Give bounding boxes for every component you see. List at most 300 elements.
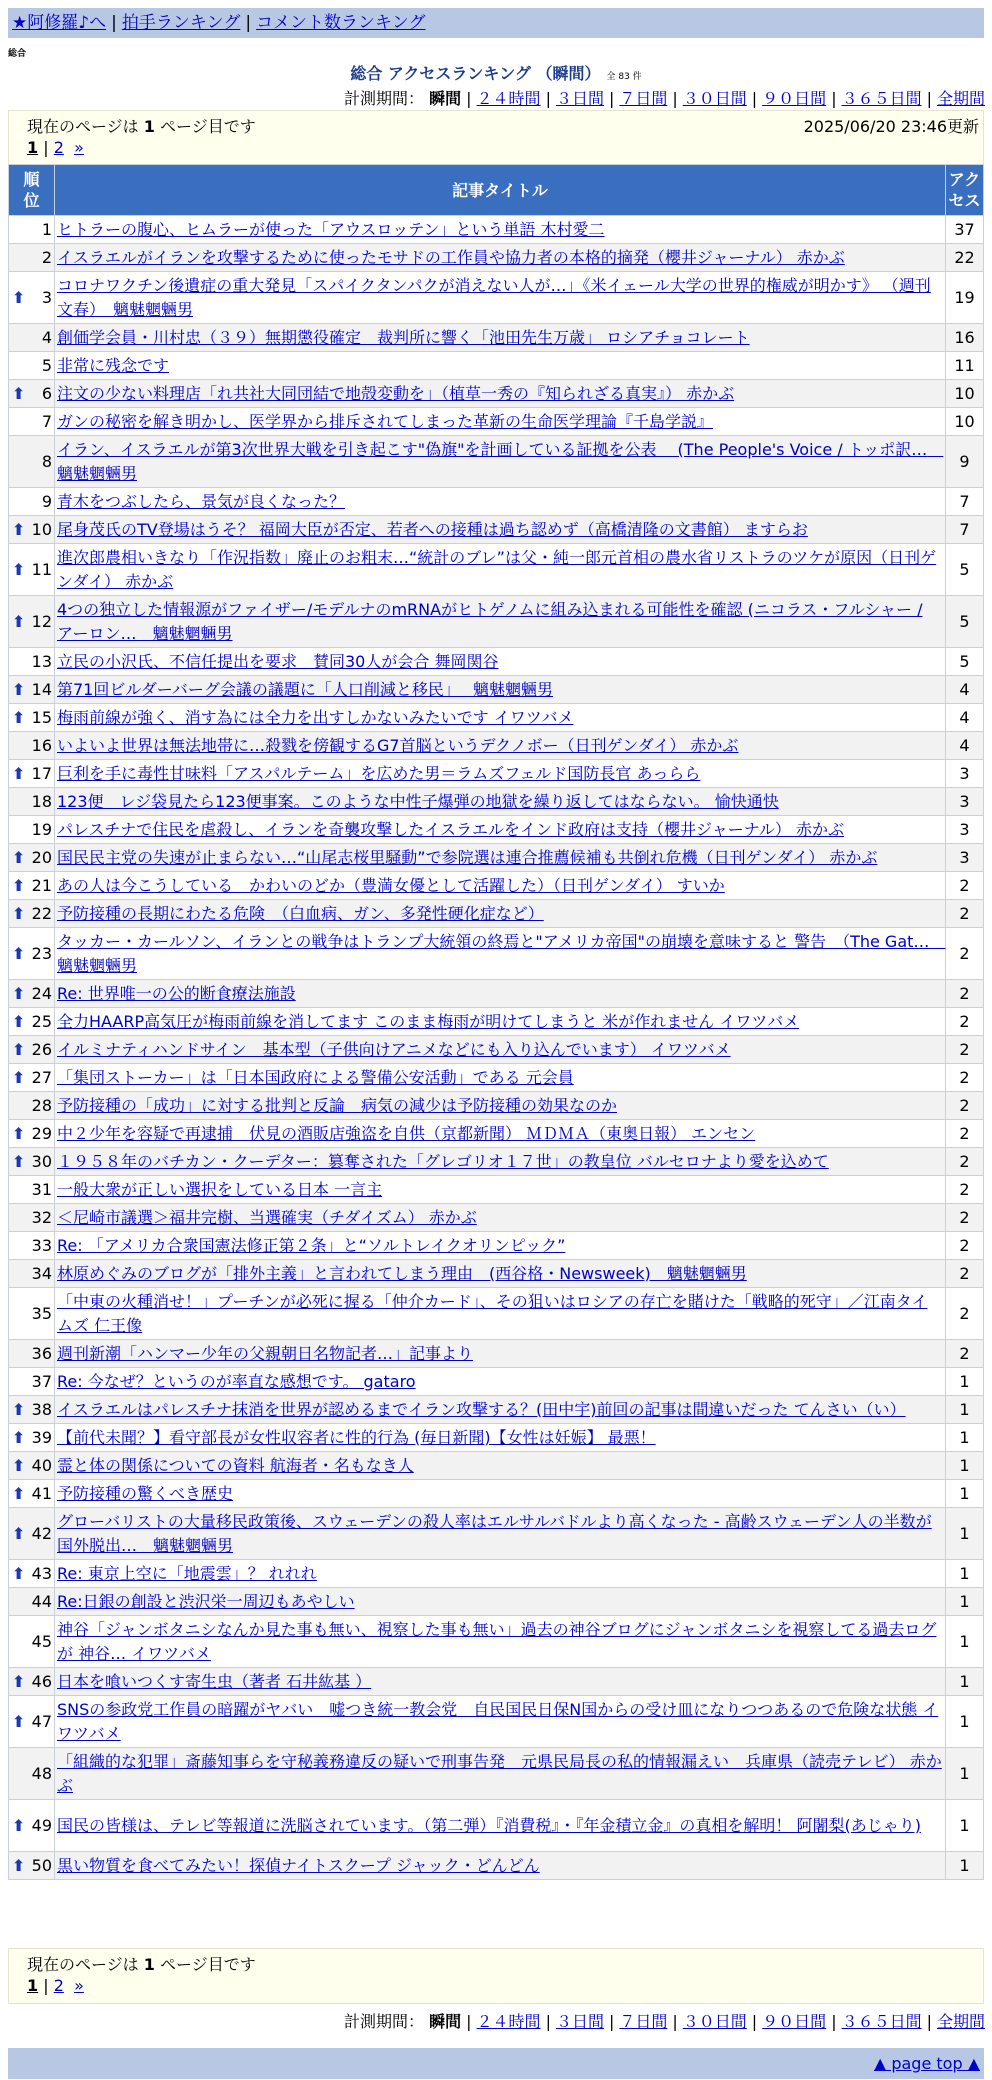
article-title-link[interactable]: タッカー・カールソン、イランとの戦争はトランプ大統領の終焉と"アメリカ帝国"の崩壊を意味すると 警告 （The Gat… 魑魅魍魎男 [57, 931, 946, 975]
total-count: 全 83 件 [606, 72, 642, 82]
table-row [9, 1560, 984, 1588]
access-count: 2 [946, 1340, 984, 1368]
article-title-link[interactable]: 創価学会員・川村忠（３９）無期懲役確定 裁判所に響く「池田先生万歳」 ロシアチョコレート [57, 327, 750, 347]
title-cell [55, 1120, 946, 1148]
comment-ranking-link[interactable]: コメント数ランキング [256, 13, 426, 33]
rank-number: 30 [31, 1151, 52, 1171]
up-arrow-icon: ⬆ [12, 707, 26, 727]
pager-current: 1 [27, 1976, 39, 1995]
article-title-link[interactable]: 【前代未聞？】看守部長が女性収容者に性的行為 (毎日新聞)【女性は妊娠】 最悪！ [57, 1427, 656, 1447]
table-row [9, 516, 984, 544]
up-arrow-icon: ⬆ [12, 1563, 26, 1583]
table-row [9, 324, 984, 352]
period-link[interactable]: ３６５日間 [841, 2012, 922, 2031]
title-cell [55, 732, 946, 760]
title-cell [55, 1148, 946, 1176]
access-count: 3 [946, 788, 984, 816]
access-count: 4 [946, 704, 984, 732]
up-arrow-icon: ⬆ [12, 1523, 26, 1543]
rank-cell [9, 1508, 55, 1560]
article-title-link[interactable]: 尾身茂氏のTV登場はうそ？ 福岡大臣が否定、若者への接種は過ち認めず（高橋清隆の文書館） ますらお [57, 519, 808, 539]
ranking-table [8, 164, 984, 1880]
access-count: 3 [946, 844, 984, 872]
rank-number: 19 [31, 819, 52, 839]
rank-cell [9, 760, 55, 788]
period-link[interactable]: ３日間 [555, 2012, 604, 2031]
rank-cell [9, 1176, 55, 1204]
rank-cell [9, 408, 55, 436]
table-row [9, 1800, 984, 1852]
access-count: 1 [946, 1668, 984, 1696]
title-cell [55, 1452, 946, 1480]
access-count: 5 [946, 544, 984, 596]
article-title-link[interactable]: 立民の小沢氏、不信任提出を要求 賛同30人が会合 舞岡関谷 [57, 651, 499, 671]
rank-number: 26 [31, 1039, 52, 1059]
article-title-link[interactable]: 「中東の火種消せ！」プーチンが必死に握る「仲介カード」、その狙いはロシアの存亡を賭けた「戦略的死守」／江南タイムズ 仁王像 [57, 1291, 928, 1335]
article-title-link[interactable]: 林原めぐみのブログが「排外主義」と言われてしまう理由 (西谷格・Newsweek) 魑魅魍魎男 [57, 1263, 747, 1283]
title-cell [55, 516, 946, 544]
table-row [9, 1064, 984, 1092]
article-title-link[interactable]: １９５８年のバチカン・クーデター：篡奪された「グレゴリオ１７世」の教皇位 バルセロナより愛を込めて [57, 1151, 829, 1171]
period-link[interactable]: ３０日間 [682, 89, 747, 108]
access-count: 2 [946, 1064, 984, 1092]
pager: 1 | 2 » [27, 138, 84, 157]
up-arrow-icon: ⬆ [12, 519, 26, 539]
period-link[interactable]: ３日間 [555, 89, 604, 108]
period-current: 瞬間 [429, 2012, 462, 2031]
up-arrow-icon: ⬆ [12, 943, 26, 963]
title-cell [55, 216, 946, 244]
page-info-box-top [8, 110, 984, 166]
rank-number: 50 [31, 1855, 52, 1875]
rank-cell [9, 732, 55, 760]
footer-bar [8, 2048, 984, 2079]
title-cell [55, 648, 946, 676]
rank-cell [9, 900, 55, 928]
rank-number: 23 [31, 943, 52, 963]
pager-page-link[interactable]: 2 [53, 1976, 64, 1995]
rank-cell [9, 488, 55, 516]
title-cell [55, 1696, 946, 1748]
article-title-link[interactable]: 日本を喰いつくす寄生虫（著者 石井紘基 ） [57, 1671, 372, 1691]
title-cell [55, 704, 946, 732]
rank-number: 31 [31, 1179, 52, 1199]
rank-number: 39 [31, 1427, 52, 1447]
rank-cell [9, 816, 55, 844]
title-cell [55, 900, 946, 928]
article-title-link[interactable]: 梅雨前線が強く、消す為には全力を出すしかないみたいです イワツバメ [57, 707, 574, 727]
article-title-link[interactable]: ガンの秘密を解き明かし、医学界から排斥されてしまった革新の生命医学理論『千島学説』 [57, 411, 714, 431]
article-title-link[interactable]: あの人は今こうしている かわいのどか（豊満女優として活躍した）（日刊ゲンダイ） すいか [57, 875, 725, 895]
rank-number: 10 [31, 519, 52, 539]
article-title-link[interactable]: 神谷「ジャンボタニシなんか見た事も無い、視察した事も無い」過去の神谷ブログにジャンボタニシを視察してる過去ログが 神谷… イワツバメ [57, 1619, 937, 1663]
up-arrow-icon: ⬆ [12, 1455, 26, 1475]
access-count: 19 [946, 272, 984, 324]
rank-cell [9, 1340, 55, 1368]
access-count: 4 [946, 732, 984, 760]
title-cell [55, 324, 946, 352]
rank-cell [9, 1748, 55, 1800]
rank-cell [9, 324, 55, 352]
rank-number: 47 [31, 1711, 52, 1731]
table-row [9, 1176, 984, 1204]
rank-number: 1 [41, 219, 52, 239]
access-count: 2 [946, 980, 984, 1008]
title-cell [55, 1288, 946, 1340]
title-cell [55, 980, 946, 1008]
title-cell [55, 1368, 946, 1396]
table-row [9, 380, 984, 408]
table-row [9, 1852, 984, 1880]
rank-number: 6 [41, 383, 52, 403]
access-count: 5 [946, 596, 984, 648]
table-row [9, 844, 984, 872]
article-title-link[interactable]: 黒い物質を食べてみたい！探偵ナイトスクープ ジャック・どんどん [57, 1855, 540, 1875]
period-link[interactable]: ３６５日間 [841, 89, 922, 108]
rank-cell [9, 1560, 55, 1588]
rank-cell [9, 244, 55, 272]
title-header: 記事タイトル [55, 165, 946, 216]
access-count: 7 [946, 516, 984, 544]
access-count: 2 [946, 1288, 984, 1340]
period-link[interactable]: ２４時間 [476, 2012, 541, 2031]
pager-next-link[interactable]: » [74, 138, 84, 157]
access-count: 1 [946, 1696, 984, 1748]
rank-cell [9, 844, 55, 872]
rank-cell [9, 1668, 55, 1696]
period-link[interactable]: 全期間 [936, 2012, 985, 2031]
title-cell [55, 760, 946, 788]
rank-number: 27 [31, 1067, 52, 1087]
rank-cell [9, 516, 55, 544]
title-cell [55, 676, 946, 704]
applause-ranking-link[interactable]: 拍手ランキング [121, 13, 241, 33]
article-title-link[interactable]: 進次郎農相いきなり「作況指数」廃止のお粗末…“統計のブレ”は父・純一郎元首相の農水省リストラのツケが原因（日刊ゲンダイ） 赤かぶ [57, 547, 937, 591]
rank-cell [9, 272, 55, 324]
access-count: 1 [946, 1508, 984, 1560]
rank-cell [9, 928, 55, 980]
up-arrow-icon: ⬆ [12, 1671, 26, 1691]
access-count: 1 [946, 1588, 984, 1616]
up-arrow-icon: ⬆ [12, 1855, 26, 1875]
table-row [9, 1036, 984, 1064]
rank-cell [9, 1064, 55, 1092]
up-arrow-icon: ⬆ [12, 1483, 26, 1503]
title-cell [55, 1800, 946, 1852]
up-arrow-icon: ⬆ [12, 1711, 26, 1731]
rank-cell [9, 1696, 55, 1748]
article-title-link[interactable]: ヒトラーの腹心、ヒムラーが使った「アウスロッテン」という単語 木村愛二 [57, 219, 605, 239]
rank-number: 22 [31, 903, 52, 923]
access-count: 2 [946, 1092, 984, 1120]
up-arrow-icon: ⬆ [12, 287, 26, 307]
rank-cell [9, 788, 55, 816]
article-title-link[interactable]: 「組織的な犯罪」斎藤知事らを守秘義務違反の疑いで刑事告発 元県民局長の私的情報漏えい 兵庫県（読売テレビ） 赤かぶ [57, 1751, 942, 1795]
table-row [9, 1452, 984, 1480]
period-link[interactable]: 全期間 [936, 89, 985, 108]
table-row [9, 704, 984, 732]
access-count: 9 [946, 436, 984, 488]
table-row [9, 1368, 984, 1396]
up-arrow-icon: ⬆ [12, 611, 26, 631]
rank-cell [9, 1204, 55, 1232]
article-title-link[interactable]: 青木をつぶしたら、景気が良くなった？ [57, 491, 346, 511]
title-cell [55, 408, 946, 436]
rank-number: 7 [41, 411, 52, 431]
article-title-link[interactable]: 国民民主党の失速が止まらない…“山尾志桜里騒動”で参院選は連合推薦候補も共倒れ危機（日刊ゲンダイ） 赤かぶ [57, 847, 878, 867]
article-title-link[interactable]: ＜尼崎市議選＞福井完樹、当選確実（チダイズム） 赤かぶ [57, 1207, 477, 1227]
period-link[interactable]: ２４時間 [476, 89, 541, 108]
article-title-link[interactable]: イスラエルはパレスチナ抹消を世界が認めるまでイラン攻撃する？(田中宇)前回の記事は間違いだった てんさい（い） [57, 1399, 906, 1419]
title-cell [55, 1064, 946, 1092]
table-row [9, 676, 984, 704]
rank-number: 46 [31, 1671, 52, 1691]
rank-number: 16 [31, 735, 52, 755]
article-title-link[interactable]: Re:日銀の創設と渋沢栄一周辺もあやしい [57, 1591, 355, 1611]
up-arrow-icon: ⬆ [12, 983, 26, 1003]
rank-cell [9, 1396, 55, 1424]
up-arrow-icon: ⬆ [12, 1123, 26, 1143]
table-row [9, 272, 984, 324]
access-count: 1 [946, 1748, 984, 1800]
article-title-link[interactable]: Re: 「アメリカ合衆国憲法修正第２条」と“ソルトレイクオリンピック” [57, 1235, 566, 1255]
rank-cell [9, 380, 55, 408]
access-count: 2 [946, 928, 984, 980]
title-cell [55, 872, 946, 900]
article-title-link[interactable]: 国民の皆様は、テレビ等報道に洗脳されています。（第二弾）『消費税』・『年金積立金』の真相を解明！ 阿闍梨(あじゃり) [57, 1815, 921, 1835]
period-selector-bottom: 計測期間： 瞬間 | ２４時間 | ３日間 | ７日間 | ３０日間 | ９０日間 | ３６５日間 | 全期間 [344, 2012, 985, 2031]
table-row [9, 1748, 984, 1800]
article-title-link[interactable]: 予防接種の「成功」に対する批判と反論 病気の減少は予防接種の効果なのか [57, 1095, 618, 1115]
article-title-link[interactable]: 予防接種の驚くべき歴史 [57, 1483, 234, 1503]
table-row [9, 1008, 984, 1036]
rank-number: 20 [31, 847, 52, 867]
rank-number: 4 [41, 327, 52, 347]
article-title-link[interactable]: 中２少年を容疑で再逮捕 伏見の酒販店強盗を自供（京都新聞） ＭＤＭＡ（東奥日報） エンセン [57, 1123, 756, 1143]
rank-number: 48 [31, 1763, 52, 1783]
period-link[interactable]: ９０日間 [762, 2012, 827, 2031]
table-row [9, 352, 984, 380]
access-count: 4 [946, 676, 984, 704]
up-arrow-icon: ⬆ [12, 1427, 26, 1447]
rank-number: 14 [31, 679, 52, 699]
rank-number: 42 [31, 1523, 52, 1543]
table-row [9, 1668, 984, 1696]
title-cell [55, 244, 946, 272]
page-info: 現在のページは 1 ページ目です [27, 1955, 256, 1974]
access-count: 22 [946, 244, 984, 272]
access-count: 1 [946, 1480, 984, 1508]
rank-cell [9, 352, 55, 380]
rank-cell [9, 1616, 55, 1668]
rank-cell [9, 1092, 55, 1120]
access-count: 2 [946, 872, 984, 900]
access-header: アクセス [946, 165, 984, 216]
period-link[interactable]: ７日間 [619, 89, 668, 108]
period-link[interactable]: ９０日間 [762, 89, 827, 108]
article-title-link[interactable]: 週刊新潮「ハンマー少年の父親朝日名物記者…」記事より [57, 1343, 474, 1363]
article-title-link[interactable]: パレスチナで住民を虐殺し、イランを奇襲攻撃したイスラエルをインド政府は支持（櫻井ジャーナル） 赤かぶ [57, 819, 845, 839]
rank-number: 34 [31, 1263, 52, 1283]
table-row [9, 408, 984, 436]
table-row [9, 488, 984, 516]
article-title-link[interactable]: 予防接種の長期にわたる危険 （白血病、ガン、多発性硬化症など） [57, 903, 544, 923]
table-row [9, 648, 984, 676]
rank-number: 17 [31, 763, 52, 783]
rank-number: 13 [31, 651, 52, 671]
period-link[interactable]: ３０日間 [682, 2012, 747, 2031]
access-count: 10 [946, 408, 984, 436]
rank-cell [9, 544, 55, 596]
title-cell [55, 1560, 946, 1588]
table-row [9, 244, 984, 272]
pager-next-link[interactable]: » [74, 1976, 84, 1995]
nav-separator: | [245, 13, 252, 33]
access-count: 2 [946, 1008, 984, 1036]
access-count: 10 [946, 380, 984, 408]
access-count: 7 [946, 488, 984, 516]
rank-cell [9, 1232, 55, 1260]
title-cell [55, 788, 946, 816]
rank-number: 40 [31, 1455, 52, 1475]
up-arrow-icon: ⬆ [12, 875, 26, 895]
title-cell [55, 1508, 946, 1560]
title-cell [55, 1480, 946, 1508]
up-arrow-icon: ⬆ [12, 1067, 26, 1087]
rank-number: 49 [31, 1815, 52, 1835]
rank-cell [9, 1008, 55, 1036]
rank-number: 24 [31, 983, 52, 1003]
rank-number: 45 [31, 1631, 52, 1651]
title-cell [55, 1396, 946, 1424]
access-count: 2 [946, 1176, 984, 1204]
rank-number: 5 [41, 355, 52, 375]
article-title-link[interactable]: 123便 レジ袋見たら123便事案。このような中性子爆弾の地獄を繰り返してはならない。 愉快通快 [57, 791, 779, 811]
table-row [9, 1480, 984, 1508]
access-count: 3 [946, 760, 984, 788]
rank-cell [9, 648, 55, 676]
table-row [9, 760, 984, 788]
article-title-link[interactable]: コロナワクチン後遺症の重大発見「スパイクタンパクが消えない人が…」《米イェール大学の世界的権威が明かす》 （週刊文春） 魑魅魍魎男 [57, 275, 931, 319]
table-row [9, 928, 984, 980]
up-arrow-icon: ⬆ [12, 763, 26, 783]
page-info-box-bottom [8, 1948, 984, 2004]
rank-cell [9, 1120, 55, 1148]
period-label: 計測期間： [344, 89, 425, 108]
article-title-link[interactable]: イルミナティハンドサイン 基本型（子供向けアニメなどにも入り込んでいます） イワツバメ [57, 1039, 731, 1059]
rank-cell [9, 872, 55, 900]
up-arrow-icon: ⬆ [12, 559, 26, 579]
rank-number: 8 [41, 451, 52, 471]
article-title-link[interactable]: Re: 東京上空に「地震雲」？ れれれ [57, 1563, 317, 1583]
article-title-link[interactable]: 霊と体の関係についての資料 航海者・名もなき人 [57, 1455, 414, 1475]
article-title-link[interactable]: 注文の少ない料理店「れ共社大同団結で地殻変動を」（植草一秀の『知られざる真実』） 赤かぶ [57, 383, 735, 403]
table-row [9, 1508, 984, 1560]
article-title-link[interactable]: Re: 今なぜ？というのが率直な感想です。 gataro [57, 1371, 416, 1391]
rank-cell [9, 1260, 55, 1288]
access-count: 37 [946, 216, 984, 244]
access-count: 1 [946, 1396, 984, 1424]
article-title-link[interactable]: 4つの独立した情報源がファイザー/モデルナのmRNAがヒトゲノムに組み込まれる可能性を確認 (ニコラス・フルシャー / アーロン… 魑魅魍魎男 [57, 599, 923, 643]
table-row [9, 980, 984, 1008]
page-info: 現在のページは 1 ページ目です [27, 117, 256, 136]
article-title-link[interactable]: 一般大衆が正しい選択をしている日本 一言主 [57, 1179, 383, 1199]
article-title-link[interactable]: 巨利を手に毒性甘味料「アスパルテーム」を広めた男＝ラムズフェルド国防長官 あっらら [57, 763, 701, 783]
article-title-link[interactable]: イスラエルがイランを攻撃するために使ったモサドの工作員や協力者の本格的摘発（櫻井ジャーナル） 赤かぶ [57, 247, 845, 267]
nav-separator: | [111, 13, 117, 33]
period-label: 計測期間： [344, 2012, 425, 2031]
article-title-link[interactable]: いよいよ世界は無法地帯に…殺戮を傍観するG7首脳というデクノボー（日刊ゲンダイ） 赤かぶ [57, 735, 739, 755]
table-row [9, 788, 984, 816]
page-top-link[interactable]: ▲ page top ▲ [873, 2054, 980, 2073]
title-cell [55, 816, 946, 844]
access-count: 2 [946, 1232, 984, 1260]
rank-number: 21 [31, 875, 52, 895]
access-count: 1 [946, 1368, 984, 1396]
section-label: 総合 [8, 49, 27, 59]
article-title-link[interactable]: 非常に残念です [57, 355, 170, 375]
access-count: 1 [946, 1452, 984, 1480]
title-cell [55, 1232, 946, 1260]
article-title-link[interactable]: 全力HAARP高気圧が梅雨前線を消してます このまま梅雨が明けてしまうと 米が作れません イワツバメ [57, 1011, 800, 1031]
table-row [9, 1092, 984, 1120]
up-arrow-icon: ⬆ [12, 383, 26, 403]
article-title-link[interactable]: SNSの参政党工作員の暗躍がヤバい 嘘つき統一教会党 自民国民日保N国からの受け皿になりつつあるので危険な状態 イワツバメ [57, 1699, 939, 1743]
rank-cell [9, 676, 55, 704]
article-title-link[interactable]: Re: 世界唯一の公的断食療法施設 [57, 983, 296, 1003]
rank-number: 12 [31, 611, 52, 631]
access-count: 2 [946, 1148, 984, 1176]
up-arrow-icon: ⬆ [12, 847, 26, 867]
rank-cell [9, 704, 55, 732]
access-count: 2 [946, 1120, 984, 1148]
table-row [9, 436, 984, 488]
access-count: 2 [946, 900, 984, 928]
article-title-link[interactable]: グローバリストの大量移民政策後、スウェーデンの殺人率はエルサルバドルより高くなった - 高齢スウェーデン人の半数が国外脱出… 魑魅魍魎男 [57, 1511, 932, 1555]
access-count: 11 [946, 352, 984, 380]
article-title-link[interactable]: 「集団ストーカー」は「日本国政府による警備公安活動」である 元会員 [57, 1067, 574, 1087]
rank-cell [9, 1288, 55, 1340]
title-cell [55, 544, 946, 596]
table-row [9, 1616, 984, 1668]
article-title-link[interactable]: 第71回ビルダーバーグ会議の議題に「人口削減と移民」 魑魅魍魎男 [57, 679, 554, 699]
rank-number: 3 [41, 287, 52, 307]
title-cell [55, 1176, 946, 1204]
table-row [9, 1340, 984, 1368]
pager: 1 | 2 » [27, 1976, 84, 1995]
rank-cell [9, 216, 55, 244]
access-count: 2 [946, 1260, 984, 1288]
ranking-title-text: 総合 アクセスランキング （瞬間） [350, 64, 601, 83]
article-title-link[interactable]: イラン、イスラエルが第3次世界大戦を引き起こす"偽旗"を計画している証拠を公表 (The People's Voice / トッポ訳… 魑魅魍魎男 [57, 439, 944, 483]
title-cell [55, 1092, 946, 1120]
title-cell [55, 1424, 946, 1452]
pager-page-link[interactable]: 2 [53, 138, 64, 157]
rank-cell [9, 596, 55, 648]
table-row [9, 1288, 984, 1340]
table-row [9, 900, 984, 928]
rank-number: 15 [31, 707, 52, 727]
title-cell [55, 436, 946, 488]
title-cell [55, 1008, 946, 1036]
period-link[interactable]: ７日間 [619, 2012, 668, 2031]
title-cell [55, 596, 946, 648]
rank-number: 25 [31, 1011, 52, 1031]
rank-number: 44 [31, 1591, 52, 1611]
rank-number: 35 [31, 1303, 52, 1323]
rank-cell [9, 1588, 55, 1616]
home-link[interactable]: ★阿修羅♪へ [12, 13, 107, 33]
